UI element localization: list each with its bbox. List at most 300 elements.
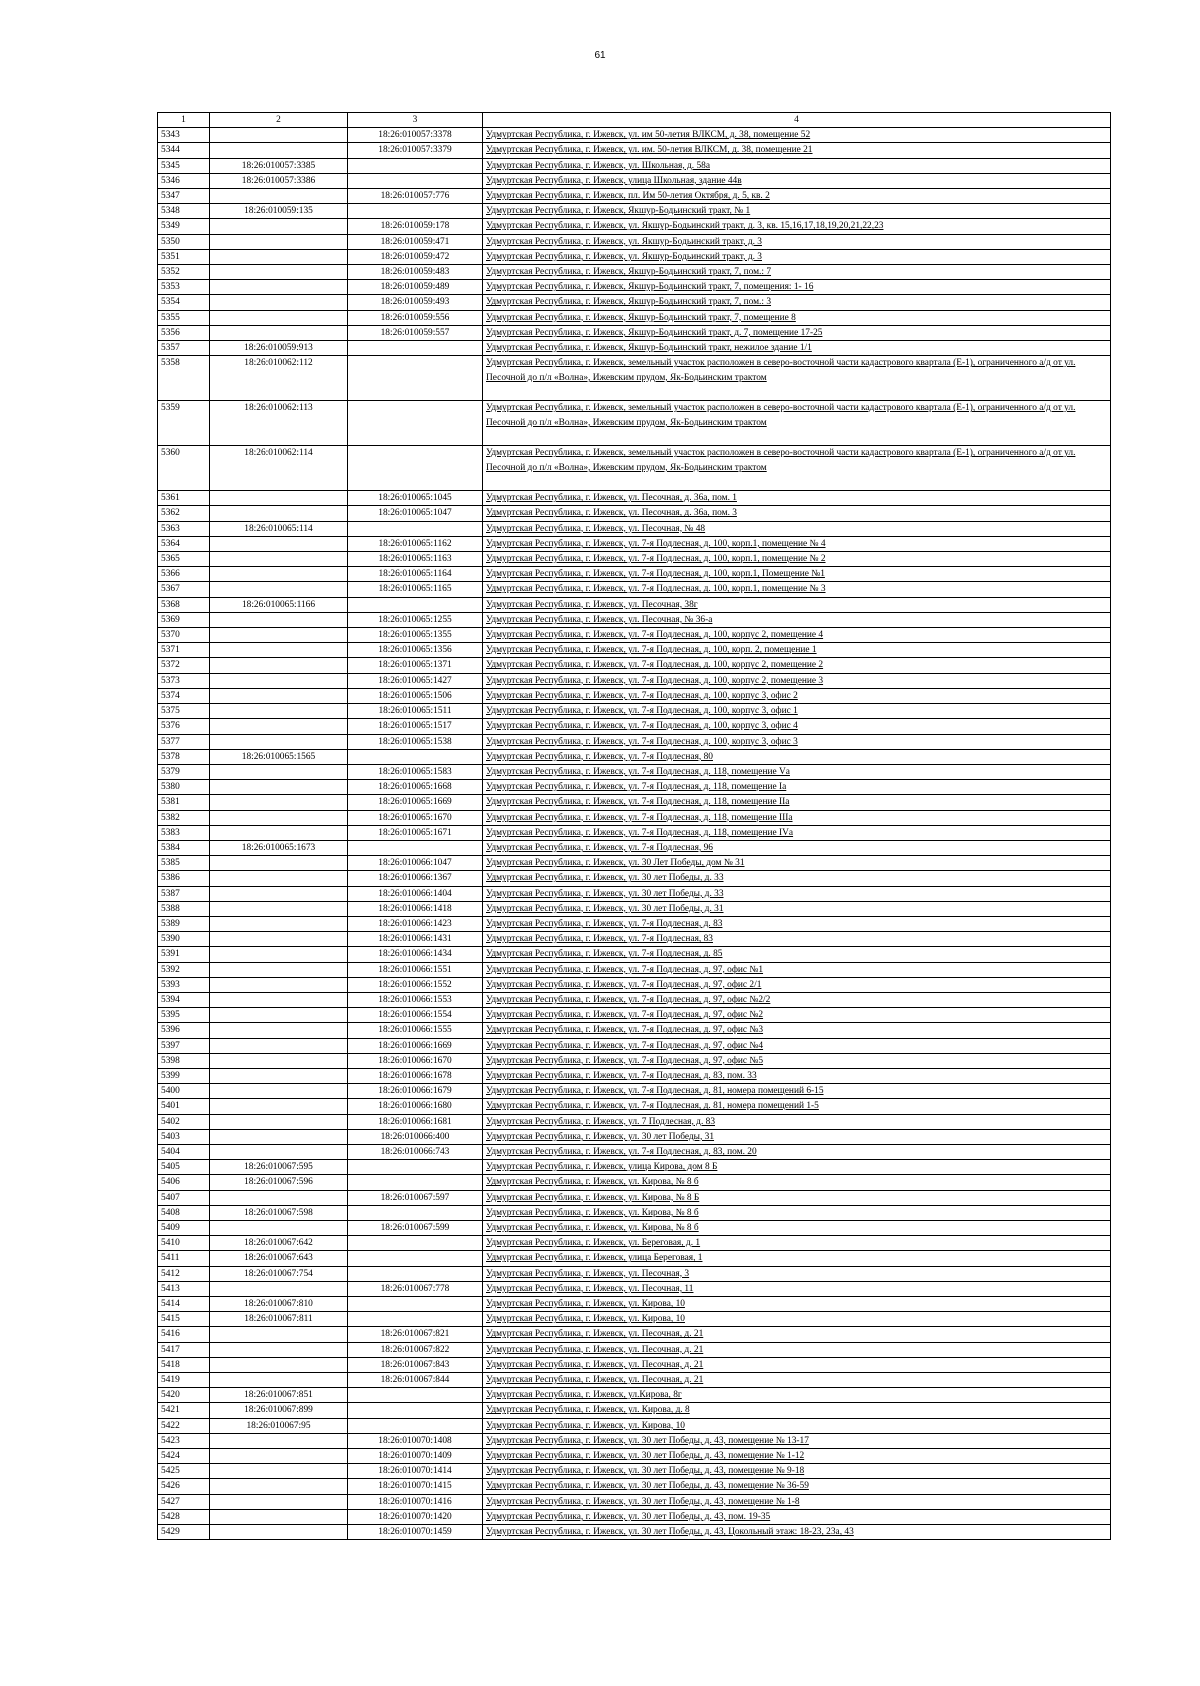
address: Удмуртская Республика, г. Ижевск, Якшур-Бодьинский тракт, № 1 (483, 204, 1111, 219)
table-row (158, 219, 1111, 234)
row-number: 5422 (158, 1418, 210, 1433)
row-number: 5387 (158, 886, 210, 901)
table-row (158, 521, 1111, 536)
room-cadastral-number (348, 749, 483, 764)
room-cadastral-number: 18:26:010066:1679 (348, 1084, 483, 1099)
land-cadastral-number (210, 219, 348, 234)
address: Удмуртская Республика, г. Ижевск, ул. 7-я Подлесная, д. 83 (483, 916, 1111, 931)
land-cadastral-number (210, 1525, 348, 1540)
address: Удмуртская Республика, г. Ижевск, ул. Песочная, д. 21 (483, 1327, 1111, 1342)
land-cadastral-number (210, 536, 348, 551)
land-cadastral-number (210, 719, 348, 734)
row-number: 5401 (158, 1099, 210, 1114)
land-cadastral-number (210, 1327, 348, 1342)
room-cadastral-number: 18:26:010065:1355 (348, 628, 483, 643)
address: Удмуртская Республика, г. Ижевск, ул. 7-я Подлесная, д. 100, корпус 3, офис 1 (483, 704, 1111, 719)
row-number: 5394 (158, 992, 210, 1007)
table-row (158, 673, 1111, 688)
land-cadastral-number (210, 189, 348, 204)
table-row (158, 901, 1111, 916)
address: Удмуртская Республика, г. Ижевск, ул.Кирова, 8г (483, 1388, 1111, 1403)
table-row (158, 341, 1111, 356)
address: Удмуртская Республика, г. Ижевск, ул. Песочная, д. 21 (483, 1373, 1111, 1388)
table-row (158, 1099, 1111, 1114)
table-row (158, 189, 1111, 204)
land-cadastral-number (210, 143, 348, 158)
row-number: 5379 (158, 764, 210, 779)
table-row (158, 840, 1111, 855)
room-cadastral-number: 18:26:010065:1538 (348, 734, 483, 749)
row-number: 5360 (158, 446, 210, 491)
address: Удмуртская Республика, г. Ижевск, ул. Песочная, № 48 (483, 521, 1111, 536)
row-number: 5390 (158, 932, 210, 947)
land-cadastral-number: 18:26:010067:596 (210, 1175, 348, 1190)
table-row (158, 597, 1111, 612)
table-row (158, 764, 1111, 779)
address: Удмуртская Республика, г. Ижевск, земельный участок расположен в северо-восточной части кадастрового квартала (Е-1), ограниченного а/д от ул. Песочной до п/л «Волна», Ижевским прудом, Як-Бодьинским трактом (483, 401, 1111, 446)
land-cadastral-number (210, 932, 348, 947)
address: Удмуртская Республика, г. Ижевск, ул. 30 Лет Победы, дом № 31 (483, 856, 1111, 871)
row-number: 5345 (158, 158, 210, 173)
land-cadastral-number: 18:26:010067:810 (210, 1297, 348, 1312)
land-cadastral-number (210, 856, 348, 871)
address: Удмуртская Республика, г. Ижевск, ул. 7-я Подлесная, д. 97, офис №2 (483, 1008, 1111, 1023)
row-number: 5429 (158, 1525, 210, 1540)
address: Удмуртская Республика, г. Ижевск, улица Кирова, дом 8 Б (483, 1160, 1111, 1175)
land-cadastral-number: 18:26:010062:113 (210, 401, 348, 446)
room-cadastral-number: 18:26:010065:1427 (348, 673, 483, 688)
address: Удмуртская Республика, г. Ижевск, ул. Кирова, № 8 Б (483, 1190, 1111, 1205)
row-number: 5354 (158, 295, 210, 310)
room-cadastral-number: 18:26:010057:3379 (348, 143, 483, 158)
address: Удмуртская Республика, г. Ижевск, ул. 7-я Подлесная, д. 85 (483, 947, 1111, 962)
room-cadastral-number: 18:26:010065:1356 (348, 643, 483, 658)
row-number: 5347 (158, 189, 210, 204)
room-cadastral-number (348, 173, 483, 188)
room-cadastral-number: 18:26:010065:1670 (348, 810, 483, 825)
room-cadastral-number (348, 1266, 483, 1281)
room-cadastral-number: 18:26:010066:1047 (348, 856, 483, 871)
row-number: 5409 (158, 1221, 210, 1236)
row-number: 5392 (158, 962, 210, 977)
column-header-address: 4 (483, 113, 1111, 128)
land-cadastral-number (210, 1084, 348, 1099)
address: Удмуртская Республика, г. Ижевск, ул. 7-я Подлесная, д. 100, корпус 2, помещение 4 (483, 628, 1111, 643)
room-cadastral-number: 18:26:010059:178 (348, 219, 483, 234)
table-row (158, 1190, 1111, 1205)
table-row (158, 1449, 1111, 1464)
land-cadastral-number (210, 1494, 348, 1509)
room-cadastral-number: 18:26:010066:1554 (348, 1008, 483, 1023)
room-cadastral-number (348, 446, 483, 491)
row-number: 5386 (158, 871, 210, 886)
address: Удмуртская Республика, г. Ижевск, Якшур-Бодьинский тракт, нежилое здание 1/1 (483, 341, 1111, 356)
land-cadastral-number (210, 1008, 348, 1023)
table-row (158, 234, 1111, 249)
row-number: 5411 (158, 1251, 210, 1266)
address: Удмуртская Республика, г. Ижевск, ул. Песочная, № 36-а (483, 612, 1111, 627)
row-number: 5343 (158, 128, 210, 143)
row-number: 5423 (158, 1433, 210, 1448)
land-cadastral-number: 18:26:010065:1565 (210, 749, 348, 764)
address: Удмуртская Республика, г. Ижевск, земельный участок расположен в северо-восточной части кадастрового квартала (Е-1), ограниченного а/д от ул. Песочной до п/л «Волна», Ижевским прудом, Як-Бодьинским трактом (483, 356, 1111, 401)
land-cadastral-number (210, 704, 348, 719)
room-cadastral-number: 18:26:010065:1164 (348, 567, 483, 582)
row-number: 5344 (158, 143, 210, 158)
room-cadastral-number: 18:26:010066:1678 (348, 1068, 483, 1083)
row-number: 5358 (158, 356, 210, 401)
address: Удмуртская Республика, г. Ижевск, ул. 7-я Подлесная, д. 81, номера помещений 1-5 (483, 1099, 1111, 1114)
address: Удмуртская Республика, г. Ижевск, Якшур-Бодьинский тракт, 7, пом.: 7 (483, 265, 1111, 280)
address: Удмуртская Республика, г. Ижевск, ул. 7-я Подлесная, д. 100, корпус 3, офис 3 (483, 734, 1111, 749)
row-number: 5362 (158, 506, 210, 521)
row-number: 5365 (158, 552, 210, 567)
address: Удмуртская Республика, г. Ижевск, ул. Кирова, № 8 б (483, 1175, 1111, 1190)
table-row (158, 204, 1111, 219)
table-row (158, 325, 1111, 340)
room-cadastral-number: 18:26:010066:1552 (348, 977, 483, 992)
row-number: 5424 (158, 1449, 210, 1464)
room-cadastral-number (348, 1175, 483, 1190)
table-row (158, 1008, 1111, 1023)
address: Удмуртская Республика, г. Ижевск, ул. 7-я Подлесная, д. 118, помещение IIа (483, 795, 1111, 810)
row-number: 5384 (158, 840, 210, 855)
address: Удмуртская Республика, г. Ижевск, Якшур-Бодьинский тракт, 7, помещение 8 (483, 310, 1111, 325)
table-row (158, 491, 1111, 506)
room-cadastral-number: 18:26:010065:1255 (348, 612, 483, 627)
room-cadastral-number: 18:26:010067:597 (348, 1190, 483, 1205)
room-cadastral-number: 18:26:010065:1047 (348, 506, 483, 521)
room-cadastral-number: 18:26:010059:557 (348, 325, 483, 340)
row-number: 5346 (158, 173, 210, 188)
table-row (158, 886, 1111, 901)
page-number: 61 (594, 50, 606, 61)
room-cadastral-number (348, 1297, 483, 1312)
address: Удмуртская Республика, г. Ижевск, ул. 7 Подлесная, д. 83 (483, 1114, 1111, 1129)
land-cadastral-number (210, 734, 348, 749)
table-row (158, 1342, 1111, 1357)
address: Удмуртская Республика, г. Ижевск, ул. 7-я Подлесная, д. 100, корп.1, помещение № 4 (483, 536, 1111, 551)
land-cadastral-number (210, 128, 348, 143)
address: Удмуртская Республика, г. Ижевск, ул. 7-я Подлесная, д. 97, офис 2/1 (483, 977, 1111, 992)
address: Удмуртская Республика, г. Ижевск, ул. 7-я Подлесная, д. 97, офис №1 (483, 962, 1111, 977)
address: Удмуртская Республика, г. Ижевск, ул. 7-я Подлесная, 83 (483, 932, 1111, 947)
row-number: 5353 (158, 280, 210, 295)
table-row (158, 536, 1111, 551)
address: Удмуртская Республика, г. Ижевск, ул. Кирова, № 8 б (483, 1205, 1111, 1220)
room-cadastral-number: 18:26:010066:1367 (348, 871, 483, 886)
table-row (158, 1023, 1111, 1038)
room-cadastral-number: 18:26:010065:1671 (348, 825, 483, 840)
land-cadastral-number (210, 1342, 348, 1357)
land-cadastral-number: 18:26:010059:135 (210, 204, 348, 219)
address: Удмуртская Республика, г. Ижевск, ул. 7-я Подлесная, д. 100, корпус 2, помещение 2 (483, 658, 1111, 673)
row-number: 5396 (158, 1023, 210, 1038)
row-number: 5406 (158, 1175, 210, 1190)
room-cadastral-number: 18:26:010067:844 (348, 1373, 483, 1388)
room-cadastral-number (348, 401, 483, 446)
land-cadastral-number (210, 295, 348, 310)
table-row (158, 1068, 1111, 1083)
row-number: 5374 (158, 688, 210, 703)
room-cadastral-number: 18:26:010065:1165 (348, 582, 483, 597)
land-cadastral-number: 18:26:010067:598 (210, 1205, 348, 1220)
table-row (158, 1327, 1111, 1342)
land-cadastral-number (210, 1464, 348, 1479)
room-cadastral-number: 18:26:010065:1511 (348, 704, 483, 719)
address: Удмуртская Республика, г. Ижевск, ул. 30 лет Победы, д. 31 (483, 901, 1111, 916)
room-cadastral-number: 18:26:010067:599 (348, 1221, 483, 1236)
room-cadastral-number: 18:26:010066:1434 (348, 947, 483, 962)
row-number: 5393 (158, 977, 210, 992)
room-cadastral-number: 18:26:010066:1553 (348, 992, 483, 1007)
room-cadastral-number: 18:26:010065:1045 (348, 491, 483, 506)
table-row (158, 158, 1111, 173)
row-number: 5373 (158, 673, 210, 688)
address: Удмуртская Республика, г. Ижевск, ул. Якшур-Бодьинский тракт, д. 3, кв. 15,16,17,18,19,20,21,22,23 (483, 219, 1111, 234)
row-number: 5377 (158, 734, 210, 749)
address: Удмуртская Республика, г. Ижевск, ул. Кирова, 10 (483, 1297, 1111, 1312)
land-cadastral-number (210, 234, 348, 249)
land-cadastral-number: 18:26:010062:112 (210, 356, 348, 401)
room-cadastral-number: 18:26:010066:400 (348, 1129, 483, 1144)
land-cadastral-number: 18:26:010065:114 (210, 521, 348, 536)
table-row (158, 658, 1111, 673)
address: Удмуртская Республика, г. Ижевск, ул. 7-я Подлесная, д. 100, корп. 2, помещение 1 (483, 643, 1111, 658)
row-number: 5363 (158, 521, 210, 536)
land-cadastral-number: 18:26:010059:913 (210, 341, 348, 356)
row-number: 5350 (158, 234, 210, 249)
room-cadastral-number: 18:26:010065:1162 (348, 536, 483, 551)
row-number: 5419 (158, 1373, 210, 1388)
land-cadastral-number (210, 1373, 348, 1388)
row-number: 5366 (158, 567, 210, 582)
table-row (158, 825, 1111, 840)
room-cadastral-number: 18:26:010059:493 (348, 295, 483, 310)
row-number: 5389 (158, 916, 210, 931)
room-cadastral-number: 18:26:010066:1418 (348, 901, 483, 916)
row-number: 5352 (158, 265, 210, 280)
address: Удмуртская Республика, г. Ижевск, земельный участок расположен в северо-восточной части кадастрового квартала (Е-1), ограниченного а/д от ул. Песочной до п/л «Волна», Ижевским прудом, Як-Бодьинским трактом (483, 446, 1111, 491)
land-cadastral-number (210, 280, 348, 295)
land-cadastral-number (210, 325, 348, 340)
address: Удмуртская Республика, г. Ижевск, ул. Якшур-Бодьинский тракт, д. 3 (483, 234, 1111, 249)
row-number: 5391 (158, 947, 210, 962)
table-row (158, 643, 1111, 658)
land-cadastral-number: 18:26:010062:114 (210, 446, 348, 491)
land-cadastral-number (210, 658, 348, 673)
address: Удмуртская Республика, г. Ижевск, ул. Песочная, д. 21 (483, 1357, 1111, 1372)
land-cadastral-number: 18:26:010067:643 (210, 1251, 348, 1266)
address: Удмуртская Республика, г. Ижевск, ул. Песочная, 11 (483, 1281, 1111, 1296)
address: Удмуртская Республика, г. Ижевск, ул. 7-я Подлесная, 80 (483, 749, 1111, 764)
table-row (158, 310, 1111, 325)
address: Удмуртская Республика, г. Ижевск, ул. 7-я Подлесная, д. 97, офис №3 (483, 1023, 1111, 1038)
land-cadastral-number (210, 1144, 348, 1159)
table-row (158, 719, 1111, 734)
land-cadastral-number (210, 947, 348, 962)
row-number: 5382 (158, 810, 210, 825)
table-row (158, 143, 1111, 158)
table-row (158, 947, 1111, 962)
row-number: 5368 (158, 597, 210, 612)
land-cadastral-number (210, 780, 348, 795)
room-cadastral-number: 18:26:010065:1506 (348, 688, 483, 703)
row-number: 5378 (158, 749, 210, 764)
table-row (158, 1205, 1111, 1220)
row-number: 5359 (158, 401, 210, 446)
address: Удмуртская Республика, г. Ижевск, ул. Кирова, 10 (483, 1312, 1111, 1327)
land-cadastral-number (210, 552, 348, 567)
table-row (158, 249, 1111, 264)
row-number: 5407 (158, 1190, 210, 1205)
table-row (158, 1160, 1111, 1175)
table-row (158, 401, 1111, 446)
row-number: 5400 (158, 1084, 210, 1099)
address: Удмуртская Республика, г. Ижевск, ул. 7-я Подлесная, д. 118, помещение Iа (483, 780, 1111, 795)
address: Удмуртская Республика, г. Ижевск, ул. Школьная, д. 58а (483, 158, 1111, 173)
land-cadastral-number (210, 871, 348, 886)
row-number: 5427 (158, 1494, 210, 1509)
land-cadastral-number (210, 567, 348, 582)
row-number: 5367 (158, 582, 210, 597)
land-cadastral-number: 18:26:010057:3386 (210, 173, 348, 188)
room-cadastral-number (348, 204, 483, 219)
room-cadastral-number: 18:26:010065:1163 (348, 552, 483, 567)
address: Удмуртская Республика, г. Ижевск, ул. 7-я Подлесная, д. 118, помещение IIIа (483, 810, 1111, 825)
address: Удмуртская Республика, г. Ижевск, ул. 7-я Подлесная, д. 100, корп.1, помещение № 2 (483, 552, 1111, 567)
address: Удмуртская Республика, г. Ижевск, ул. 7-я Подлесная, д. 97, офис №2/2 (483, 992, 1111, 1007)
row-number: 5385 (158, 856, 210, 871)
table-row (158, 1403, 1111, 1418)
room-cadastral-number: 18:26:010067:843 (348, 1357, 483, 1372)
room-cadastral-number: 18:26:010070:1414 (348, 1464, 483, 1479)
row-number: 5408 (158, 1205, 210, 1220)
room-cadastral-number: 18:26:010070:1416 (348, 1494, 483, 1509)
land-cadastral-number (210, 1357, 348, 1372)
table-row (158, 992, 1111, 1007)
table-row (158, 1464, 1111, 1479)
table-row (158, 1129, 1111, 1144)
room-cadastral-number (348, 356, 483, 401)
room-cadastral-number: 18:26:010057:776 (348, 189, 483, 204)
land-cadastral-number (210, 506, 348, 521)
row-number: 5420 (158, 1388, 210, 1403)
room-cadastral-number: 18:26:010066:1670 (348, 1053, 483, 1068)
row-number: 5402 (158, 1114, 210, 1129)
table-row (158, 1388, 1111, 1403)
room-cadastral-number: 18:26:010066:1551 (348, 962, 483, 977)
land-cadastral-number (210, 825, 348, 840)
table-row (158, 567, 1111, 582)
land-cadastral-number: 18:26:010067:754 (210, 1266, 348, 1281)
land-cadastral-number (210, 992, 348, 1007)
room-cadastral-number: 18:26:010070:1415 (348, 1479, 483, 1494)
table-row (158, 612, 1111, 627)
table-row (158, 916, 1111, 931)
land-cadastral-number (210, 643, 348, 658)
room-cadastral-number (348, 597, 483, 612)
land-cadastral-number: 18:26:010067:595 (210, 1160, 348, 1175)
room-cadastral-number (348, 521, 483, 536)
row-number: 5371 (158, 643, 210, 658)
room-cadastral-number (348, 1205, 483, 1220)
column-header-land-cadastral: 2 (210, 113, 348, 128)
room-cadastral-number: 18:26:010065:1668 (348, 780, 483, 795)
address: Удмуртская Республика, г. Ижевск, ул. 7-я Подлесная, д. 97, офис №5 (483, 1053, 1111, 1068)
table-row (158, 1312, 1111, 1327)
address: Удмуртская Республика, г. Ижевск, ул. Якшур-Бодьинский тракт, д. 3 (483, 249, 1111, 264)
room-cadastral-number: 18:26:010066:1681 (348, 1114, 483, 1129)
row-number: 5415 (158, 1312, 210, 1327)
address: Удмуртская Республика, г. Ижевск, ул. 7-я Подлесная, д. 118, помещение IVа (483, 825, 1111, 840)
room-cadastral-number: 18:26:010065:1371 (348, 658, 483, 673)
row-number: 5355 (158, 310, 210, 325)
table-row (158, 1114, 1111, 1129)
table-row (158, 749, 1111, 764)
table-row (158, 1433, 1111, 1448)
row-number: 5412 (158, 1266, 210, 1281)
table-row (158, 280, 1111, 295)
table-row (158, 1084, 1111, 1099)
row-number: 5381 (158, 795, 210, 810)
address: Удмуртская Республика, г. Ижевск, ул. 30 лет Победы, д. 33 (483, 871, 1111, 886)
address: Удмуртская Республика, г. Ижевск, ул. 30 лет Победы, д. 43, пом. 19-35 (483, 1509, 1111, 1524)
row-number: 5421 (158, 1403, 210, 1418)
row-number: 5395 (158, 1008, 210, 1023)
land-cadastral-number (210, 1038, 348, 1053)
land-cadastral-number: 18:26:010057:3385 (210, 158, 348, 173)
address: Удмуртская Республика, г. Ижевск, ул. 30 лет Победы, д. 33 (483, 886, 1111, 901)
land-cadastral-number (210, 265, 348, 280)
room-cadastral-number: 18:26:010066:1404 (348, 886, 483, 901)
land-cadastral-number (210, 310, 348, 325)
row-number: 5348 (158, 204, 210, 219)
land-cadastral-number: 18:26:010067:899 (210, 1403, 348, 1418)
address: Удмуртская Республика, г. Ижевск, ул. 7-я Подлесная, д. 100, корпус 2, помещение 3 (483, 673, 1111, 688)
land-cadastral-number (210, 1114, 348, 1129)
address: Удмуртская Республика, г. Ижевск, Якшур-Бодьинский тракт, 7, пом.: 3 (483, 295, 1111, 310)
room-cadastral-number: 18:26:010066:1680 (348, 1099, 483, 1114)
address: Удмуртская Республика, г. Ижевск, ул. 7-я Подлесная, 96 (483, 840, 1111, 855)
room-cadastral-number: 18:26:010067:822 (348, 1342, 483, 1357)
land-cadastral-number (210, 810, 348, 825)
land-cadastral-number (210, 1281, 348, 1296)
table-row (158, 962, 1111, 977)
address: Удмуртская Республика, г. Ижевск, ул. Кирова, № 8 б (483, 1221, 1111, 1236)
land-cadastral-number (210, 1099, 348, 1114)
room-cadastral-number: 18:26:010065:1669 (348, 795, 483, 810)
table-row (158, 582, 1111, 597)
table-row (158, 1053, 1111, 1068)
column-header-room-cadastral: 3 (348, 113, 483, 128)
room-cadastral-number (348, 1251, 483, 1266)
address: Удмуртская Республика, г. Ижевск, ул. 30 лет Победы, д. 43, помещение № 1-12 (483, 1449, 1111, 1464)
address: Удмуртская Республика, г. Ижевск, ул. 7-я Подлесная, д. 100, корпус 3, офис 4 (483, 719, 1111, 734)
table-row (158, 1418, 1111, 1433)
land-cadastral-number: 18:26:010065:1673 (210, 840, 348, 855)
land-cadastral-number (210, 673, 348, 688)
room-cadastral-number: 18:26:010059:489 (348, 280, 483, 295)
row-number: 5364 (158, 536, 210, 551)
address: Удмуртская Республика, г. Ижевск, ул. Песочная, 3 (483, 1266, 1111, 1281)
address: Удмуртская Республика, г. Ижевск, ул. 30 лет Победы, д. 43, помещение № 36-59 (483, 1479, 1111, 1494)
land-cadastral-number (210, 688, 348, 703)
table-row (158, 856, 1111, 871)
column-header-number: 1 (158, 113, 210, 128)
room-cadastral-number (348, 1388, 483, 1403)
land-cadastral-number (210, 886, 348, 901)
